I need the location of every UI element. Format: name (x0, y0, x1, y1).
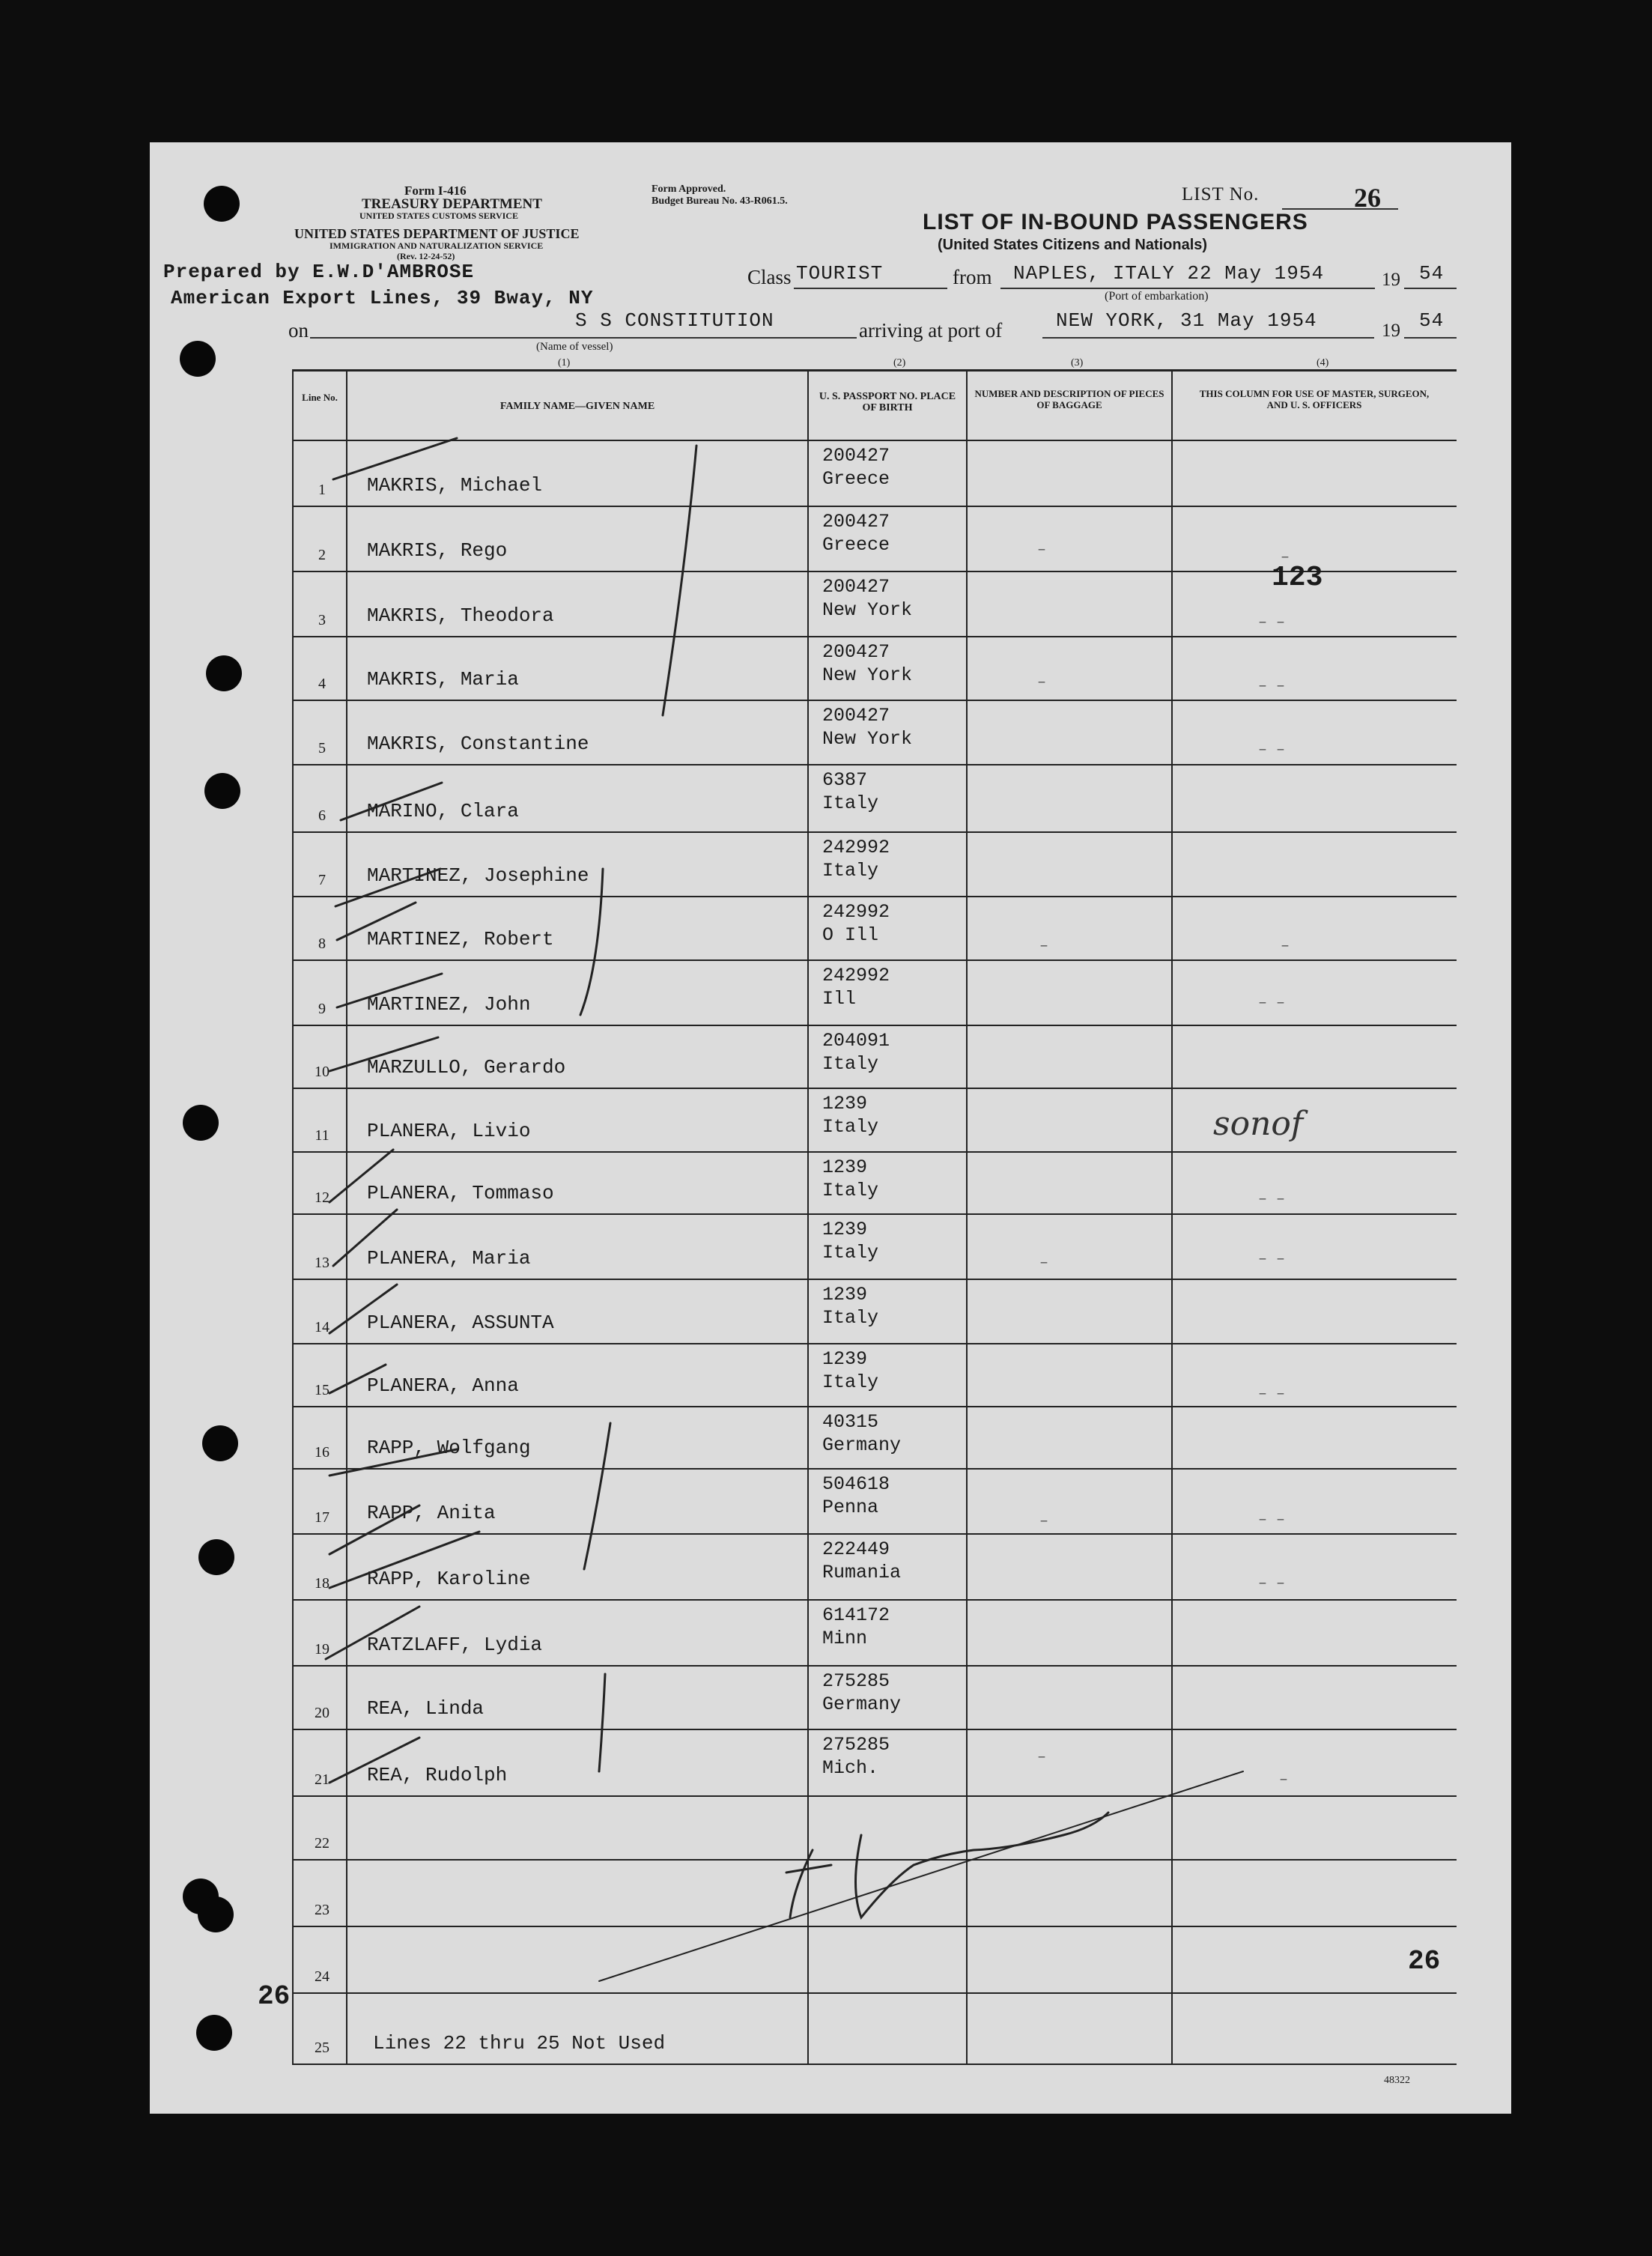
class-label: Class (747, 266, 792, 288)
place-of-birth: Mich. (822, 1757, 879, 1779)
col-divider-name (807, 369, 809, 2064)
officer-dash: – – (1258, 1191, 1286, 1208)
from-underline (1000, 288, 1375, 289)
row-border (292, 1468, 1457, 1470)
place-of-birth: Ill (822, 988, 857, 1010)
passport-number: 200427 (822, 705, 890, 727)
col-divider-baggage (1171, 369, 1173, 2064)
list-no-value: 26 (1354, 183, 1381, 213)
passport-number: 200427 (822, 576, 890, 598)
col4-number: (4) (1317, 357, 1329, 369)
baggage-dash: – (1039, 938, 1049, 955)
line-number: 17 (315, 1509, 330, 1526)
passenger-name: PLANERA, Tommaso (367, 1182, 554, 1204)
count-annotation: 123 (1272, 562, 1323, 594)
line-number: 11 (315, 1127, 330, 1144)
place-of-birth: New York (822, 664, 913, 686)
passenger-name: MAKRIS, Theodora (367, 604, 554, 627)
officer-dash: – – (1258, 614, 1286, 631)
passenger-name: MARTINEZ, Robert (367, 928, 554, 950)
passenger-name: RAPP, Anita (367, 1502, 496, 1524)
row-border (292, 636, 1457, 637)
on-label: on (288, 319, 309, 342)
passport-number: 200427 (822, 445, 890, 467)
prepared-by: Prepared by E.W.D'AMBROSE (163, 261, 475, 283)
line-number: 8 (318, 936, 326, 952)
passenger-name: MARINO, Clara (367, 800, 519, 822)
line-number: 24 (315, 1968, 330, 1985)
row-border (292, 1406, 1457, 1407)
officer-dash: – – (1258, 1511, 1286, 1529)
year2-value: 54 (1419, 309, 1445, 332)
passenger-name: PLANERA, ASSUNTA (367, 1312, 554, 1334)
list-no-label: LIST No. (1182, 184, 1260, 204)
punch-hole (198, 1539, 234, 1575)
place-of-birth: Greece (822, 534, 890, 556)
row-border (292, 959, 1457, 961)
handwritten-note: sonof (1213, 1105, 1304, 1143)
col3-number: (3) (1071, 357, 1084, 369)
passport-number: 1239 (822, 1219, 868, 1240)
line-number: 12 (315, 1189, 330, 1206)
passport-number: 242992 (822, 901, 890, 923)
place-of-birth: Italy (822, 1180, 879, 1201)
place-of-birth: New York (822, 728, 913, 750)
row-border (292, 1992, 1457, 1994)
line-number: 19 (315, 1641, 330, 1658)
row-border (292, 1213, 1457, 1215)
year-underline (1404, 288, 1457, 289)
baggage-dash: – (1039, 1255, 1049, 1272)
passenger-name: PLANERA, Maria (367, 1247, 531, 1270)
line-number: 2 (318, 547, 326, 563)
place-of-birth: Italy (822, 1116, 879, 1138)
row-border (292, 2064, 1457, 2065)
place-of-birth: Italy (822, 1053, 879, 1075)
vessel-underline (310, 337, 857, 339)
passenger-name: RATZLAFF, Lydia (367, 1634, 543, 1656)
officer-dash: – – (1258, 1575, 1286, 1592)
form-number: Form I-416 (404, 184, 467, 198)
col2-number: (2) (893, 357, 906, 369)
place-of-birth: Italy (822, 1307, 879, 1329)
class-underline (794, 288, 947, 289)
treasury-dept: TREASURY DEPARTMENT (362, 196, 542, 212)
place-of-birth: Italy (822, 860, 879, 882)
line-number: 5 (318, 740, 326, 756)
line-number: 14 (315, 1319, 330, 1335)
passenger-name: PLANERA, Anna (367, 1374, 519, 1397)
passport-number: 275285 (822, 1734, 890, 1756)
passenger-name: MARZULLO, Gerardo (367, 1056, 566, 1079)
passenger-name: MARTINEZ, Josephine (367, 864, 589, 887)
row-border (292, 1533, 1457, 1535)
officer-dash: – – (1258, 742, 1286, 759)
list-no-bottom-right: 26 (1408, 1946, 1441, 1977)
passport-number: 1239 (822, 1348, 868, 1370)
embark-caption: (Port of embarkation) (1105, 290, 1209, 303)
arriving-label: arriving at port of (859, 319, 1003, 342)
form-title: LIST OF IN-BOUND PASSENGERS (923, 210, 1308, 234)
line-number: 4 (318, 676, 326, 692)
col-divider-passport (966, 369, 968, 2064)
officer-dash: – – (1258, 995, 1286, 1012)
punch-hole (183, 1105, 219, 1141)
class-value: TOURIST (796, 262, 884, 285)
officer-dash: – – (1258, 1251, 1286, 1268)
row-border (292, 1279, 1457, 1280)
officer-dash: – (1279, 1771, 1289, 1789)
place-of-birth: Italy (822, 1371, 879, 1393)
line-number: 20 (315, 1705, 330, 1721)
vessel-caption: (Name of vessel) (536, 341, 613, 353)
passport-number: 614172 (822, 1604, 890, 1626)
place-of-birth: O Ill (822, 924, 879, 946)
passenger-name: REA, Rudolph (367, 1764, 508, 1786)
col-header-name: FAMILY NAME—GIVEN NAME (499, 401, 655, 412)
row-border (292, 506, 1457, 507)
row-border (292, 764, 1457, 765)
punch-hole (198, 1896, 234, 1932)
passport-number: 242992 (822, 837, 890, 858)
from-value: NAPLES, ITALY 22 May 1954 (1013, 262, 1325, 285)
passport-number: 222449 (822, 1538, 890, 1560)
form-subtitle: (United States Citizens and Nationals) (938, 237, 1208, 253)
budget-bureau: Budget Bureau No. 43-R061.5. (652, 195, 788, 207)
passport-number: 204091 (822, 1030, 890, 1052)
ins-service: IMMIGRATION AND NATURALIZATION SERVICE (330, 240, 544, 251)
row-border (292, 831, 1457, 833)
col-header-line-no: Line No. (302, 392, 338, 403)
port-value: NEW YORK, 31 May 1954 (1056, 309, 1317, 332)
officer-dash: – – (1258, 1386, 1286, 1403)
row-border (292, 1665, 1457, 1667)
line-number: 21 (315, 1771, 330, 1788)
place-of-birth: New York (822, 599, 913, 621)
passport-number: 242992 (822, 965, 890, 986)
line-number: 15 (315, 1382, 330, 1398)
row-border (292, 896, 1457, 897)
line-number: 10 (315, 1064, 330, 1080)
officer-dash: – (1281, 938, 1290, 955)
punch-hole (180, 341, 216, 377)
row-border (292, 1859, 1457, 1861)
col-header-passport: U. S. PASSPORT NO. PLACE OF BIRTH (819, 391, 956, 413)
line-number: 16 (315, 1444, 330, 1461)
baggage-dash: – (1037, 674, 1047, 691)
passenger-name: Lines 22 thru 25 Not Used (373, 2032, 666, 2055)
col-divider-lineno (346, 369, 347, 2064)
passenger-name: MAKRIS, Constantine (367, 733, 589, 755)
passenger-name: REA, Linda (367, 1697, 485, 1720)
col-header-baggage: NUMBER AND DESCRIPTION OF PIECES OF BAGGAGE (974, 388, 1164, 410)
passenger-name: MAKRIS, Rego (367, 539, 508, 562)
line-number: 9 (318, 1001, 326, 1017)
port-underline (1042, 337, 1374, 339)
row-border (292, 1025, 1457, 1026)
list-no-bottom-left: 26 (258, 1981, 291, 2012)
punch-hole (204, 186, 240, 222)
passenger-name: RAPP, Karoline (367, 1568, 531, 1590)
place-of-birth: Italy (822, 792, 879, 814)
col-header-officers: THIS COLUMN FOR USE OF MASTER, SURGEON, AND U. S. OFFICERS (1199, 388, 1430, 410)
place-of-birth: Minn (822, 1628, 868, 1649)
passport-number: 1239 (822, 1093, 868, 1115)
line-number: 13 (315, 1255, 330, 1271)
line-number: 22 (315, 1835, 330, 1852)
officer-dash: – – (1258, 678, 1286, 695)
passenger-name: MARTINEZ, John (367, 993, 531, 1016)
line-number: 25 (315, 2040, 330, 2056)
baggage-dash: – (1039, 1513, 1049, 1530)
punch-hole (204, 773, 240, 809)
line-number: 6 (318, 807, 326, 824)
form-code: 48322 (1384, 2075, 1410, 2086)
passport-number: 200427 (822, 641, 890, 663)
table-left-border (292, 369, 294, 2064)
row-border (292, 1343, 1457, 1344)
passenger-name: MAKRIS, Michael (367, 474, 543, 497)
passport-number: 504618 (822, 1473, 890, 1495)
line-number: 1 (318, 482, 326, 498)
place-of-birth: Germany (822, 1434, 902, 1456)
from-label: from (953, 266, 992, 288)
row-border (292, 700, 1457, 701)
row-border (292, 1795, 1457, 1797)
line-number: 18 (315, 1575, 330, 1592)
punch-hole (196, 2015, 232, 2051)
year-label: 19 (1382, 270, 1400, 290)
row-border (292, 1926, 1457, 1927)
customs-service: UNITED STATES CUSTOMS SERVICE (359, 210, 518, 221)
year2-label: 19 (1382, 321, 1400, 341)
vessel-name: S S CONSTITUTION (575, 309, 774, 332)
form-approved: Form Approved. (652, 184, 726, 195)
passport-number: 40315 (822, 1411, 879, 1433)
header-bottom-border (292, 440, 1457, 441)
baggage-dash: – (1037, 542, 1047, 559)
passport-number: 1239 (822, 1284, 868, 1306)
line-number: 3 (318, 612, 326, 628)
officer-dash: – (1281, 549, 1290, 566)
passenger-name: MAKRIS, Maria (367, 668, 519, 691)
row-border (292, 1599, 1457, 1601)
passenger-name: RAPP, Wolfgang (367, 1437, 531, 1459)
place-of-birth: Germany (822, 1693, 902, 1715)
col1-number: (1) (558, 357, 571, 369)
place-of-birth: Italy (822, 1242, 879, 1264)
table-top-border (292, 369, 1457, 372)
line-number: 7 (318, 872, 326, 888)
line-number: 23 (315, 1902, 330, 1918)
row-border (292, 1088, 1457, 1089)
year2-underline (1404, 337, 1457, 339)
punch-hole (202, 1425, 238, 1461)
justice-dept: UNITED STATES DEPARTMENT OF JUSTICE (294, 226, 580, 241)
year-value: 54 (1419, 262, 1445, 285)
passport-number: 1239 (822, 1156, 868, 1178)
revision: (Rev. 12-24-52) (397, 251, 455, 261)
passport-number: 200427 (822, 511, 890, 533)
row-border (292, 1729, 1457, 1730)
punch-hole (206, 655, 242, 691)
row-border (292, 1151, 1457, 1153)
place-of-birth: Penna (822, 1497, 879, 1518)
shipping-line: American Export Lines, 39 Bway, NY (171, 287, 594, 309)
place-of-birth: Rumania (822, 1562, 902, 1583)
passenger-name: PLANERA, Livio (367, 1120, 531, 1142)
baggage-dash: – (1037, 1749, 1047, 1766)
passport-number: 6387 (822, 769, 868, 791)
place-of-birth: Greece (822, 468, 890, 490)
passport-number: 275285 (822, 1670, 890, 1692)
